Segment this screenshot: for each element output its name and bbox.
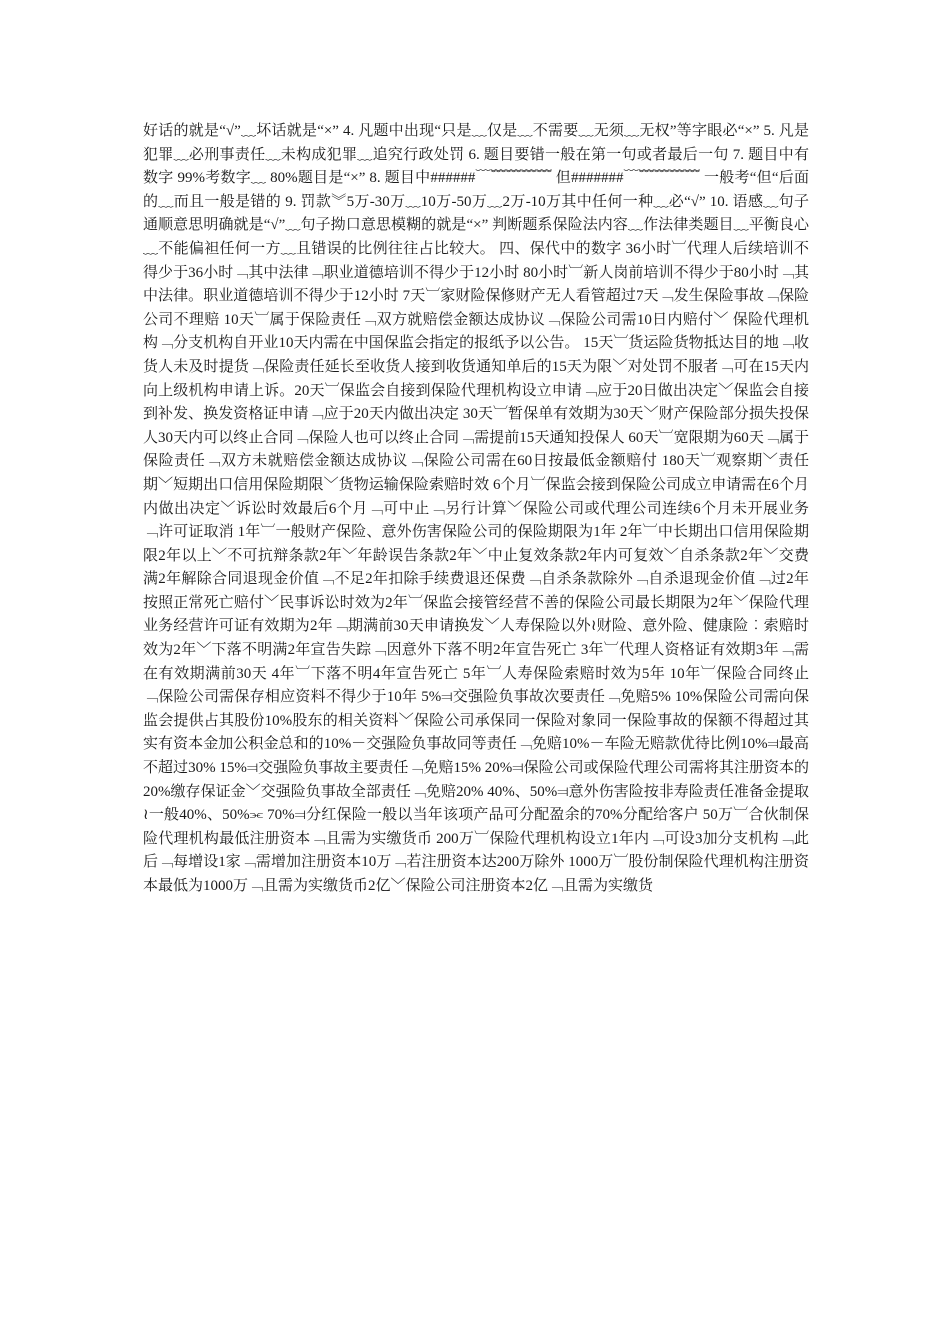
body-text	[143, 120, 809, 899]
body-paragraph: 好话的就是“√”﹏坏话就是“×” 4. 凡题中出现“只是﹏仅是﹏不需要﹏无须﹏无权”等字眼必“×” 5. 凡是犯罪﹏必刑事责任﹏未构成犯罪﹏追究行政处罚 6. 题目要错一般在第一句或者最后一句 7. 题目中有数字 99%考数字﹏ 80%题目是“×” 8. 题目中######﹋﹌﹌﹌﹌ 但#######﹋﹌﹌﹌﹌ 一般考“但“后面的﹏而且一般是错的 9. 罚款︾5万-30万﹏10万-50万﹏2万-10万其中任何一种﹏必“√” 10. 语感﹏句子通顺意思明确就是“√”﹏句子拗口意思模糊的就是“×” 判断题系保险法内容﹏作法律类题目﹏平衡良心﹏不能偏袒任何一方﹏且错误的比例往往占比较大。 四、保代中的数字 36小时︺代理人后续培训不得少于36小时﹁其中法律﹁职业道德培训不得少于12小时 80小时︺新人岗前培训不得少于80小时﹁其中法律。职业道德培训不得少于12小时 7天︺家财险保修财产无人看管超过7天﹁发生保险事故﹁保险公司不理赔 10天︺属于保险责任﹁双方就赔偿金额达成协议﹁保险公司需10日内赔付﹀ 保险代理机构﹁分支机构自开业10天内需在中国保监会指定的报纸予以公告。 15天︺货运险货物抵达目的地﹁收货人未及时提货﹁保险责任延长至收货人接到收货通知单后的15天为限﹀对处罚不服者﹁可在15天内向上级机构申请上诉。20天︺保监会自接到保险代理机构设立申请﹁应于20日做出决定﹀保监会自接到补发、换发资格证申请﹁应于20天内做出决定 30天︺暂保单有效期为30天﹀财产保险部分损失投保人30天内可以终止合同﹁保险人也可以终止合同﹁需提前15天通知投保人 60天︺宽限期为60天﹁属于保险责任﹁双方未就赔偿金额达成协议﹁保险公司需在60日按最低金额赔付 180天︺观察期﹀责任期﹀短期出口信用保险期限﹀货物运输保险索赔时效 6个月︺保监会接到保险公司成立申请需在6个月内做出决定﹀诉讼时效最后6个月﹁可中止﹁另行计算﹀保险公司或代理公司连续6个月未开展业务﹁许可证取消 1年︺一般财产保险、意外伤害保险公司的保险期限为1年 2年︺中长期出口信用保险期限2年以上﹀不可抗辩条款2年﹀年龄误告条款2年﹀中止复效条款2年内可复效﹀自杀条款2年﹀交费满2年解除合同退现金价值﹁不足2年扣除手续费退还保费﹁自杀条款除外﹁自杀退现金价值﹁过2年按照正常死亡赔付﹀民事诉讼时效为2年︺保监会接管经营不善的保险公司最长期限为2年﹀保险代理业务经营许可证有效期为2年﹁期满前30天申请换发﹀人寿保险以外≀财险、意外险、健康险︰索赔时效为2年﹀下落不明满2年宣告失踪﹁因意外下落不明2年宣告死亡 3年︺代理人资格证有效期3年﹁需在有效期满前30天 4年︺下落不明4年宣告死亡 5年︺人寿保险索赔时效为5年 10年︺保险合同终止﹁保险公司需保存相应资料不得少于10年 5%⫤交强险负事故次要责任﹁免赔5% 10%保险公司需向保监会提供占其股份10%股东的相关资料﹀保险公司承保同一保险对象同一保险事故的保额不得超过其实有资本金加公积金总和的10%－交强险负事故同等责任﹁免赔10%－车险无赔款优待比例10%⫤最高不超过30% 15%⫤交强险负事故主要责任﹁免赔15% 20%⫤保险公司或保险代理公司需将其注册资本的20%缴存保证金﹀交强险负事故全部责任﹁免赔20% 40%、50%⫤意外伤害险按非寿险责任准备金提取≀一般40%、50%⫘ 70%⫤分红保险一般以当年该项产品可分配盈余的70%分配给客户 50万︺合伙制保险代理机构最低注册资本﹁且需为实缴货币 200万︺保险代理机构设立1年内﹁可设3加分支机构﹁此后﹁每增设1家﹁需增加注册资本10万﹁若注册资本达200万除外 1000万︺股份制保险代理机构注册资本最低为1000万﹁且需为实缴货币2亿﹀保险公司注册资本2亿﹁且需为实缴货	[143, 123, 809, 894]
